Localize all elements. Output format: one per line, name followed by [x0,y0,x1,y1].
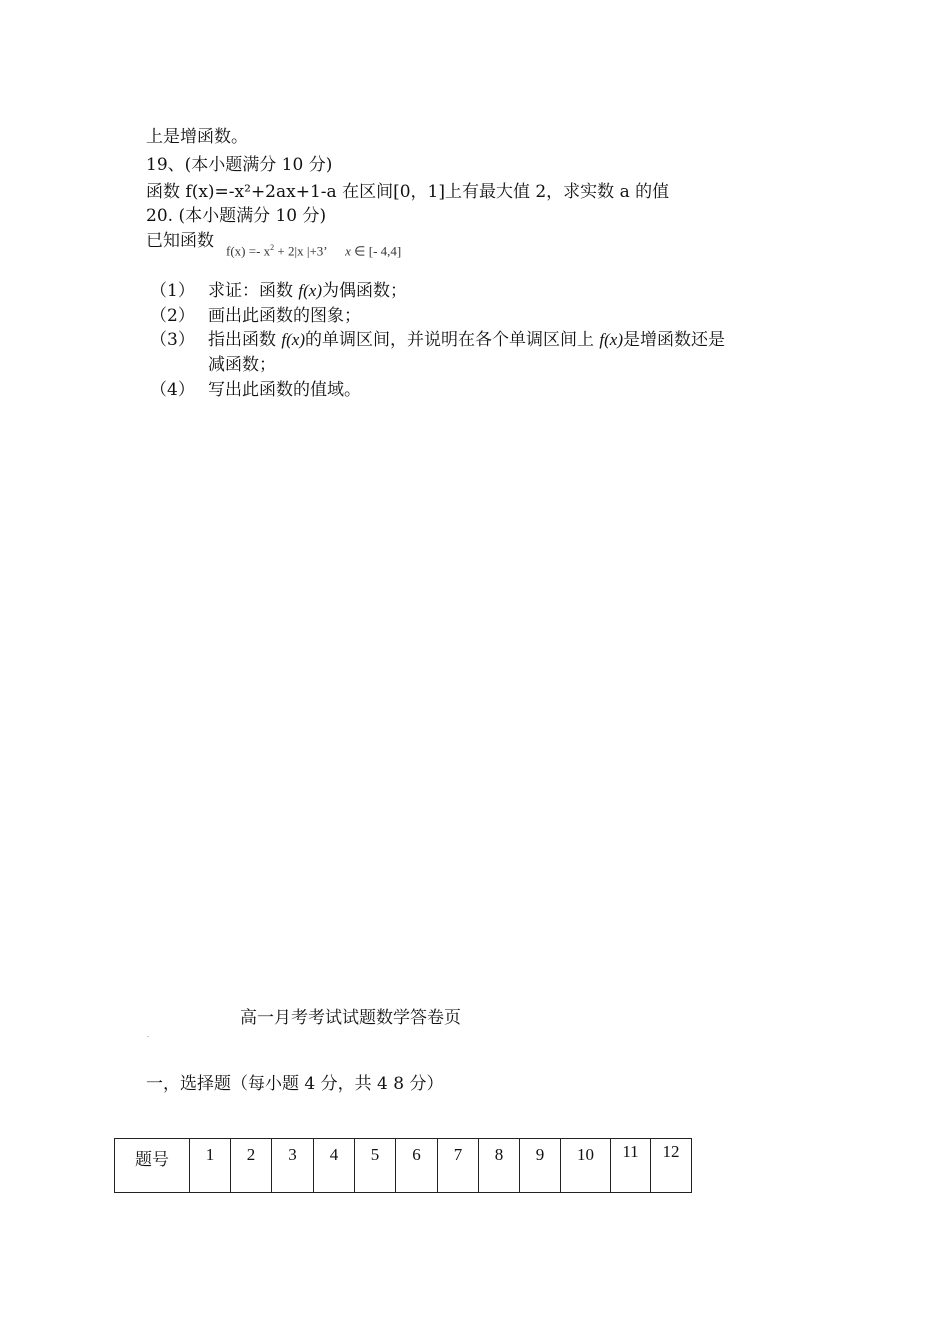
table-cell: 4 [314,1139,355,1193]
table-cell: 7 [438,1139,479,1193]
table-cell: 5 [355,1139,396,1193]
answer-table [114,1138,692,1193]
answer-sheet-title: 高一月考考试试题数学答卷页 [240,1008,461,1028]
item-text: 求证：函数 [208,281,299,301]
list-item [150,280,407,302]
domain-symbol: ∈ [350,243,369,259]
question-20-heading: 20. (本小题满分 10 分) [146,206,327,226]
question-20-given: 已知函数 [146,231,214,251]
item-text-after: 的单调区间，并说明在各个单调区间上 [305,330,600,350]
formula-rest: + 2|x |+3’ [274,243,327,259]
table-cell: 11 [611,1139,651,1193]
item-text-after: 为偶函数； [322,281,407,301]
item-text-after-2: 是增函数还是 [623,330,725,350]
text-line: 上是增函数。 [146,127,248,147]
item-function: f(x) [298,281,322,300]
item-number: （1） [150,281,195,301]
item-number: （2） [150,306,195,326]
item-number: （3） [150,330,195,350]
table-cell: 1 [190,1139,231,1193]
list-item [150,379,361,401]
item-function-2: f(x) [599,330,623,349]
item-text: 画出此函数的图象； [208,306,361,326]
table-row [115,1139,692,1193]
domain-interval: [- 4,4] [368,243,402,259]
domain-variable: x [345,243,351,259]
table-cell: 10 [561,1139,611,1193]
formula-exponent: 2 [270,243,275,252]
table-cell: 9 [520,1139,561,1193]
table-cell: 2 [231,1139,272,1193]
formula-lhs: f(x) =- x [226,243,271,259]
divider-mark [147,1036,149,1037]
table-cell: 6 [396,1139,438,1193]
item-text: 减函数； [208,355,276,375]
item-number: （4） [150,380,195,400]
question-19-body: 函数 f(x)=-x²+2ax+1-a 在区间[0，1]上有最大值 2，求实数 a 的值 [146,182,670,202]
table-cell: 12 [651,1139,692,1193]
question-19-heading: 19、(本小题满分 10 分) [146,155,333,175]
table-cell-label: 题号 [115,1139,190,1193]
item-function: f(x) [281,330,305,349]
function-formula [226,243,401,259]
item-text: 写出此函数的值域。 [208,380,361,400]
list-item-continuation [150,354,276,376]
list-item [150,305,361,327]
section-heading: 一，选择题（每小题 4 分，共 4 8 分） [146,1074,444,1094]
list-item [150,329,725,351]
table-cell: 3 [272,1139,314,1193]
table-cell: 8 [479,1139,520,1193]
item-text: 指出函数 [208,330,282,350]
